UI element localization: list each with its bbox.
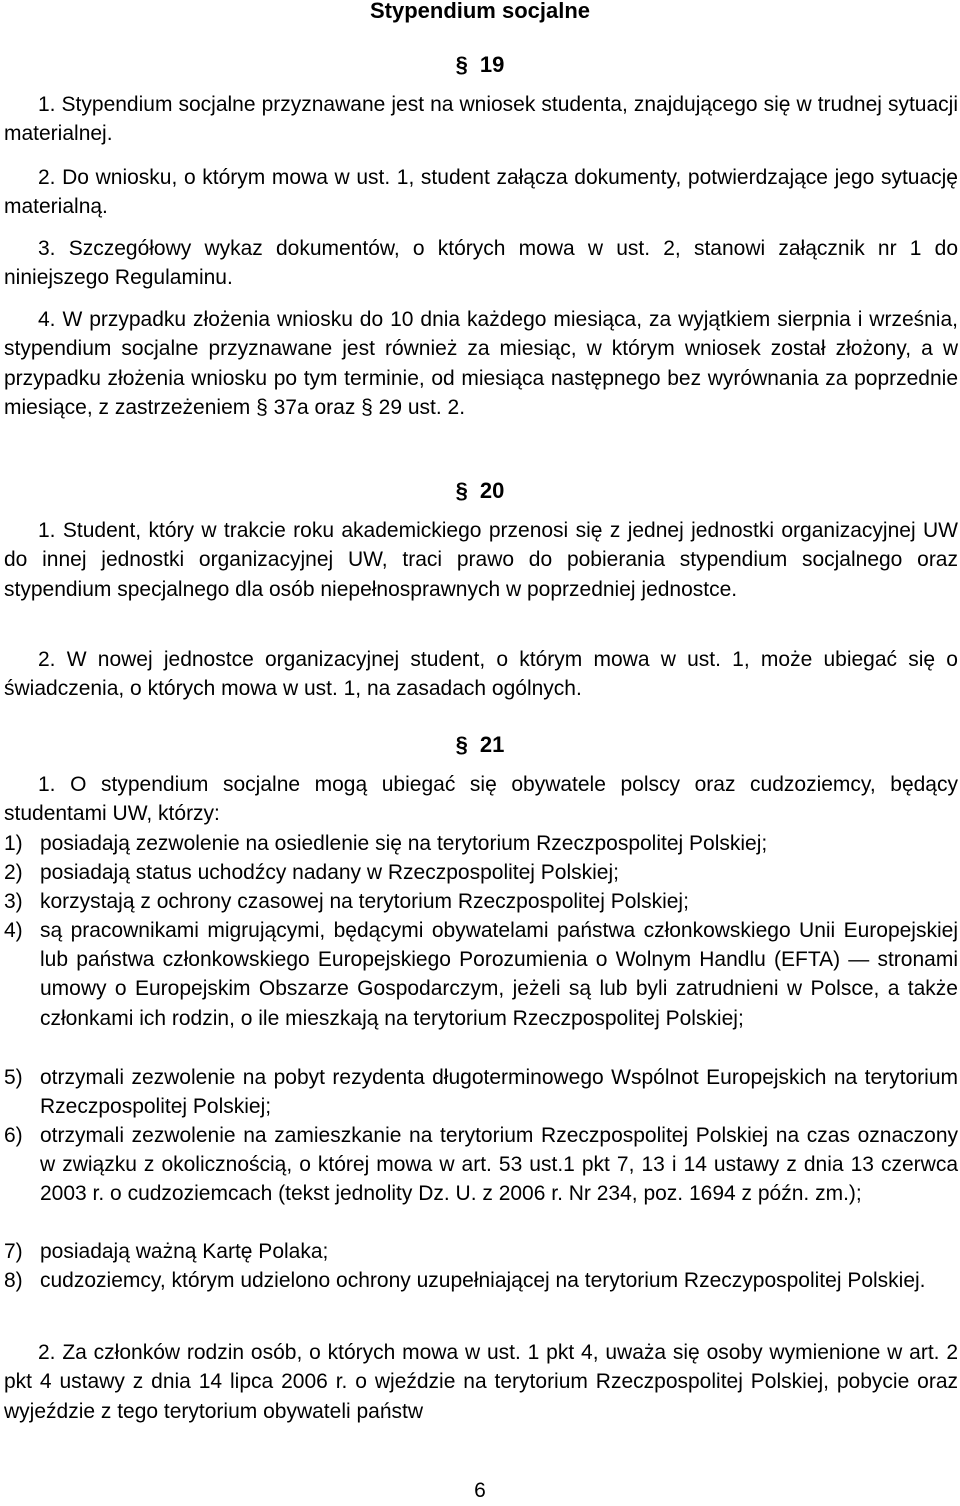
section-symbol: § bbox=[455, 732, 468, 757]
list-item-number: 8) bbox=[4, 1269, 23, 1292]
page-title: Stypendium socjalne bbox=[369, 0, 591, 23]
s21-paragraph-1: 1. O stypendium socjalne mogą ubiegać się obywatele polscy oraz cudzoziemcy, będący studentami UW, którzy: bbox=[4, 773, 958, 826]
s19-paragraph-1: 1. Stypendium socjalne przyznawane jest na wniosek studenta, znajdującego się w trudnej sytuacji materialnej. bbox=[4, 93, 958, 146]
s20-paragraph-1: 1. Student, który w trakcie roku akademickiego przenosi się z jednej jednostki organizacyjnej UW do innej jednostki organizacyjnej UW, traci prawo do pobierania stypendium socjalnego oraz stypendium specjalnego dla osób niepełnosprawnych w poprzedniej jednostce. bbox=[4, 519, 958, 601]
s21-paragraph-2: 2. Za członków rodzin osób, o których mowa w ust. 1 pkt 4, uważa się osoby wymienione w art. 2 pkt 4 ustawy z dnia 14 lipca 2006 r. o wjeździe na terytorium Rzeczpospolitej Polskiej, pobycie oraz wyjeździe z tego terytorium obywateli państw bbox=[4, 1341, 958, 1423]
list-item-number: 6) bbox=[4, 1124, 23, 1147]
page-number: 6 bbox=[474, 1479, 486, 1502]
list-item bbox=[4, 1266, 958, 1295]
list-item bbox=[4, 858, 958, 887]
section-number: 20 bbox=[479, 478, 505, 503]
section-symbol: § bbox=[455, 478, 468, 503]
list-item-text: otrzymali zezwolenie na pobyt rezydenta długoterminowego Wspólnot Europejskich na terytorium Rzeczpospolitej Polskiej; bbox=[40, 1066, 958, 1119]
list-item bbox=[4, 1121, 958, 1209]
list-item-text: korzystają z ochrony czasowej na terytorium Rzeczpospolitej Polskiej; bbox=[40, 890, 689, 913]
list-item-text: otrzymali zezwolenie na zamieszkanie na terytorium Rzeczpospolitej Polskiej na czas oznaczony w związku z okolicznością, o której mowa w art. 53 ust.1 pkt 7, 13 i 14 ustawy z dnia 13 czerwca 2003 r. o cudzoziemcach (tekst jednolity Dz. U. z 2006 r. Nr 234, poz. 1694 z późn. zm.); bbox=[40, 1124, 958, 1206]
section-heading-20 bbox=[0, 476, 960, 506]
list-item bbox=[4, 1063, 958, 1121]
list-item-number: 7) bbox=[4, 1240, 23, 1263]
list-item bbox=[4, 1237, 958, 1266]
section-number: 21 bbox=[479, 732, 505, 757]
list-item-text: posiadają zezwolenie na osiedlenie się na terytorium Rzeczpospolitej Polskiej; bbox=[40, 832, 768, 855]
list-item bbox=[4, 829, 958, 858]
list-item-text: cudzoziemcy, którym udzielono ochrony uzupełniającej na terytorium Rzeczypospolitej Polskiej. bbox=[40, 1269, 926, 1292]
list-item bbox=[4, 916, 958, 1033]
list-item-number: 5) bbox=[4, 1066, 23, 1089]
s20-paragraph-2: 2. W nowej jednostce organizacyjnej student, o którym mowa w ust. 1, może ubiegać się o świadczenia, o których mowa w ust. 1, na zasadach ogólnych. bbox=[4, 648, 958, 701]
list-item-text: posiadają ważną Kartę Polaka; bbox=[40, 1240, 329, 1263]
list-item-number: 2) bbox=[4, 861, 23, 884]
s19-paragraph-4: 4. W przypadku złożenia wniosku do 10 dnia każdego miesiąca, za wyjątkiem sierpnia i września, stypendium socjalne przyznawane jest również za miesiąc, w którym wniosek został złożony, a w przypadku złożenia wniosku po tym terminie, od miesiąca następnego bez wyrównania za poprzednie miesiące, z zastrzeżeniem § 37a oraz § 29 ust. 2. bbox=[4, 308, 958, 420]
list-item-number: 4) bbox=[4, 919, 23, 942]
section-heading-21 bbox=[0, 730, 960, 760]
list-item-text: posiadają status uchodźcy nadany w Rzeczpospolitej Polskiej; bbox=[40, 861, 619, 884]
section-symbol: § bbox=[455, 52, 468, 77]
section-number: 19 bbox=[479, 52, 505, 77]
list-item-number: 3) bbox=[4, 890, 23, 913]
s19-paragraph-2: 2. Do wniosku, o którym mowa w ust. 1, student załącza dokumenty, potwierdzające jego sytuację materialną. bbox=[4, 166, 958, 219]
list-item-number: 1) bbox=[4, 832, 23, 855]
section-heading-19 bbox=[0, 50, 960, 80]
list-item-text: są pracownikami migrującymi, będącymi obywatelami państwa członkowskiego Unii Europejskiej lub państwa członkowskiego Europejskiego Porozumienia o Wolnym Handlu (EFTA) — stronami umowy o Europejskim Obszarze Gospodarczym, jeżeli są lub byli zatrudnieni w Polsce, a także członkami ich rodzin, o ile mieszkają na terytorium Rzeczpospolitej Polskiej; bbox=[40, 919, 958, 1030]
list-item bbox=[4, 887, 958, 916]
s19-paragraph-3: 3. Szczegółowy wykaz dokumentów, o których mowa w ust. 2, stanowi załącznik nr 1 do niniejszego Regulaminu. bbox=[4, 237, 958, 290]
